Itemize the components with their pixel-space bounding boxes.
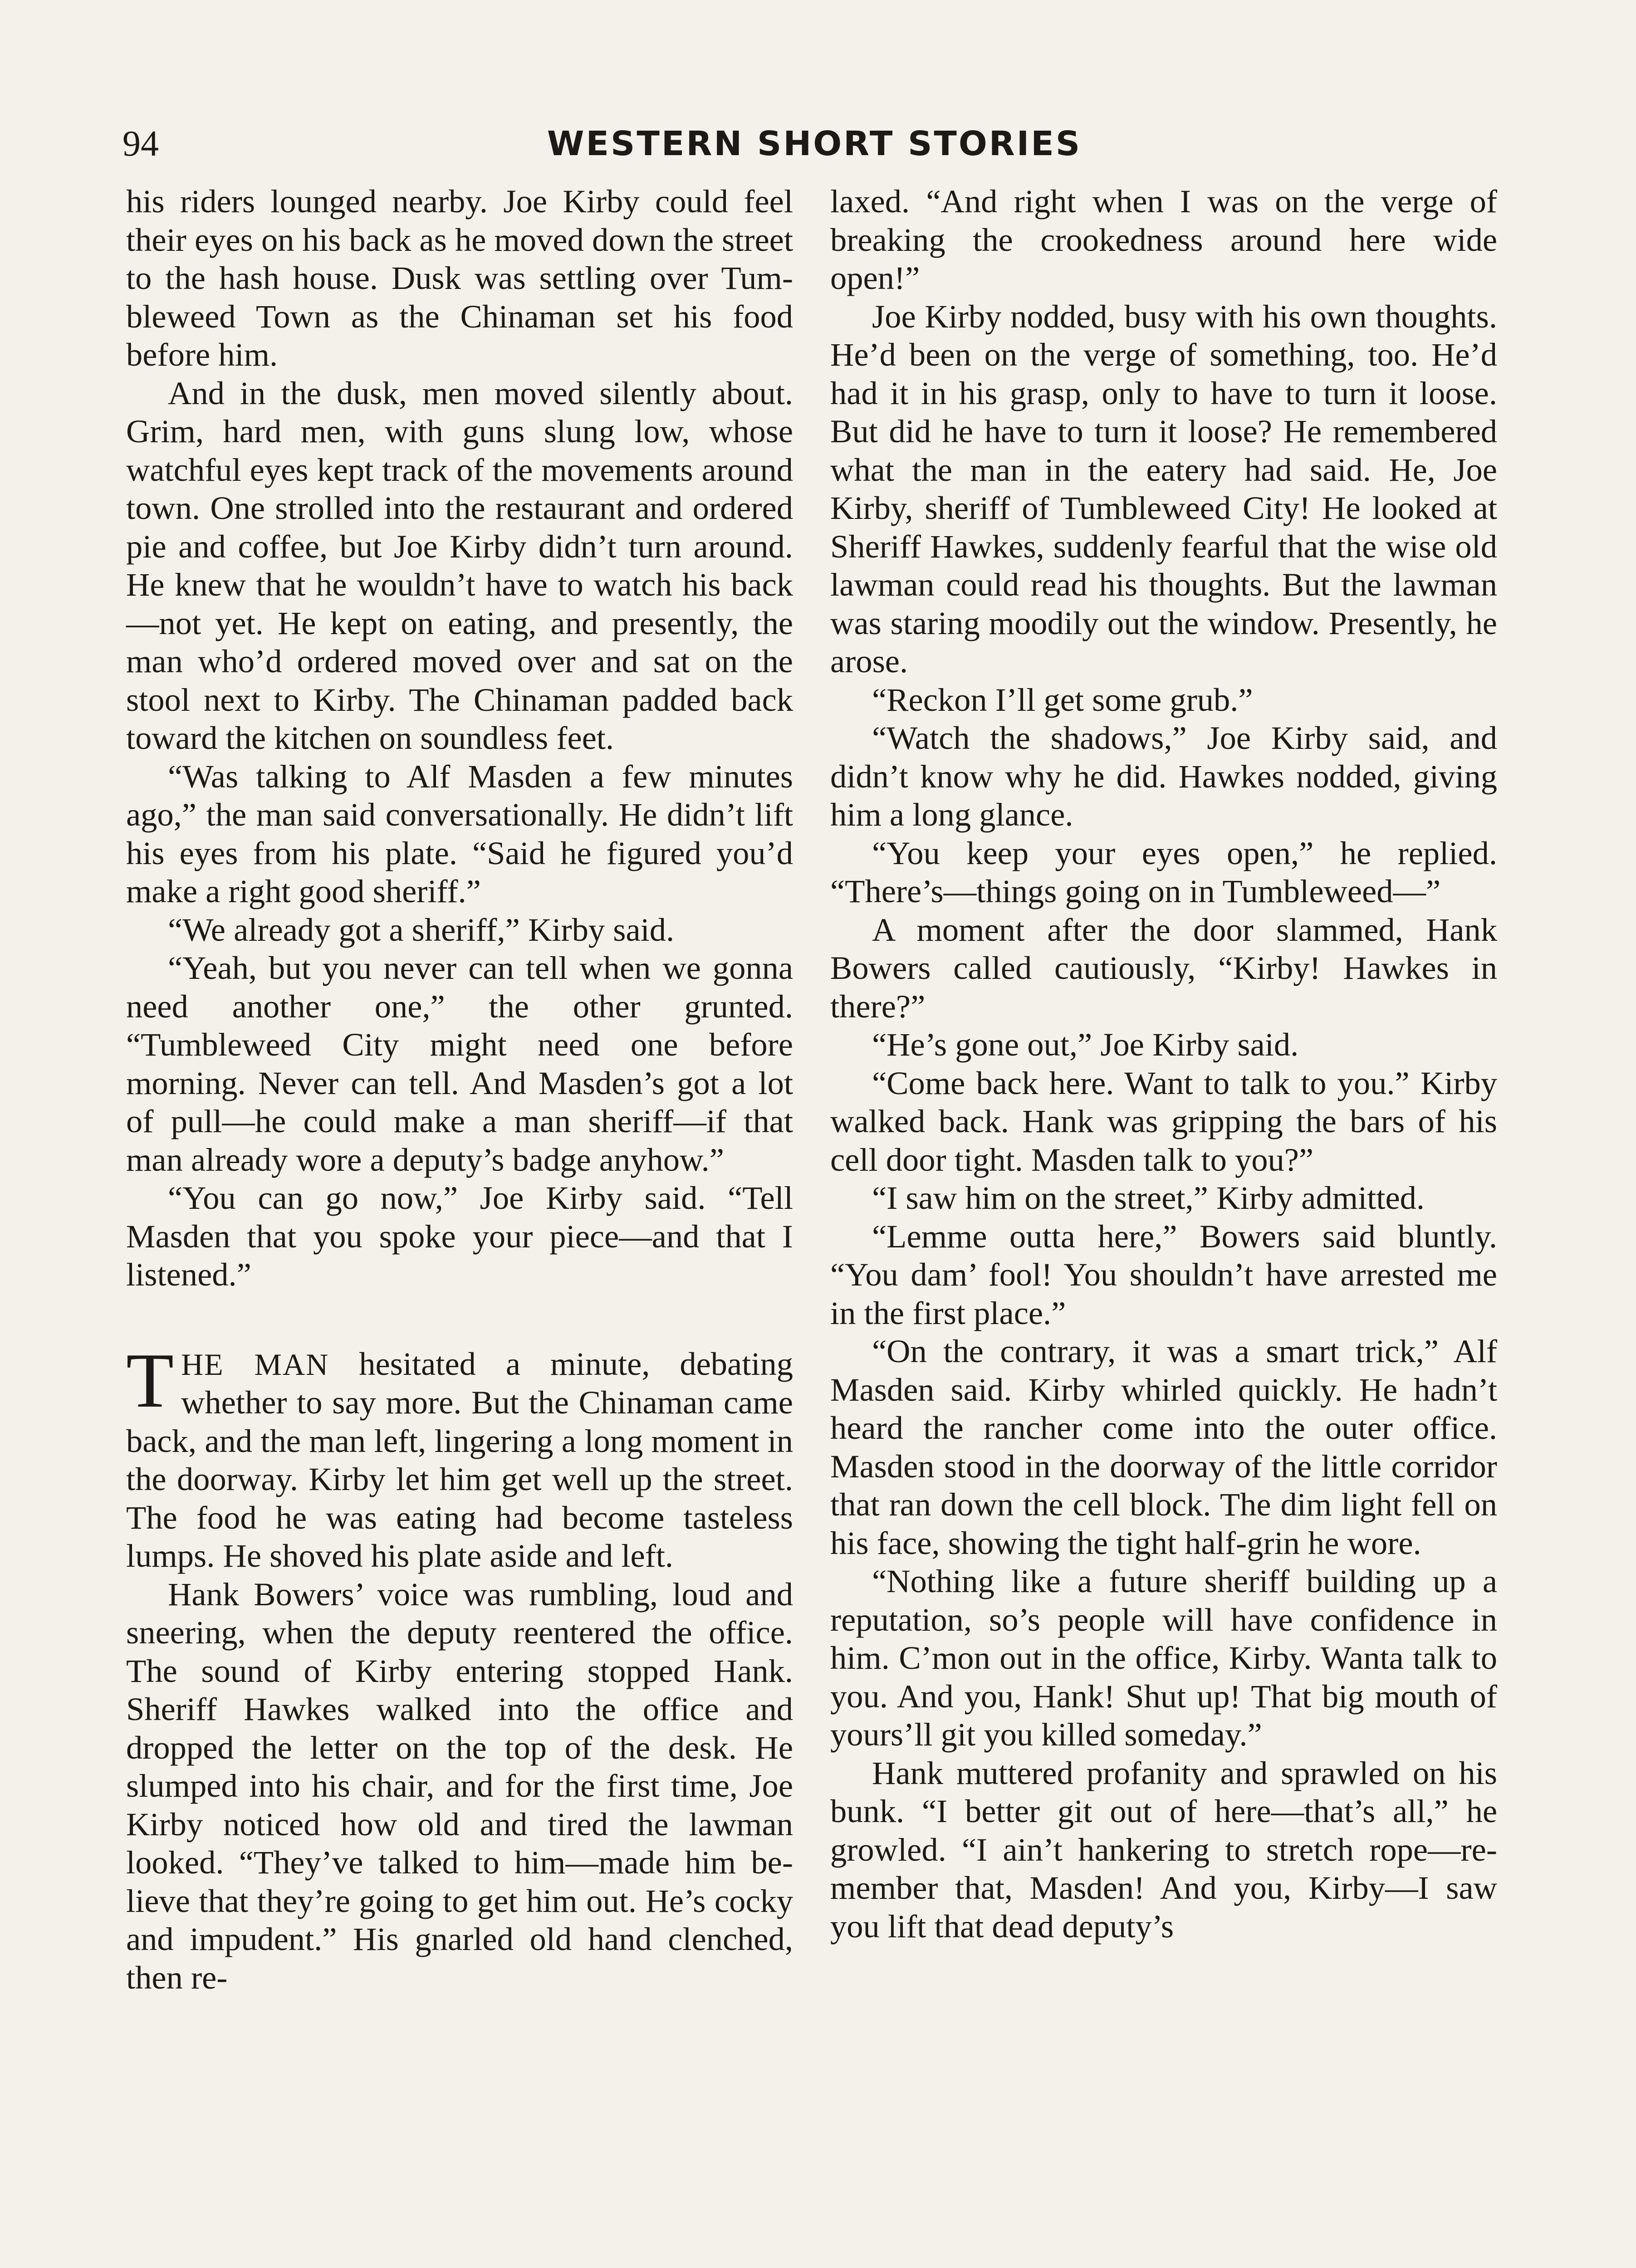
paragraph: “Nothing like a future sheriff building up a reputation, so’s people will have confidence in him. C’mon out in the office, Kirby. Wanta talk to you. And you, Hank! Shut up! That big mouth of yours’ll git you killed someday.” [830,1563,1497,1753]
paragraph: “We already got a sheriff,” Kirby said. [168,911,675,948]
section-opening-paragraph [126,1337,794,1575]
paragraph: “Lemme outta here,” Bowers said bluntly. “You dam’ fool! You shouldn’t have arrested me in the first place.” [830,1217,1497,1331]
drop-cap: T [126,1337,174,1424]
paragraph: “Was talking to Alf Masden a few minutes ago,” the man said conversationally. He didn’t lift his eyes from his plate. “Said he figured you’d make a right good sheriff.” [126,758,793,909]
paragraph: And in the dusk, men moved silently about. Grim, hard men, with guns slung low, whose watchful eyes kept track of the movements around town. One strolled into the restaurant and ordered pie and coffee, but Joe Kirby didn’t turn around. He knew that he wouldn’t have to watch his back—not yet. He kept on eating, and presently, the man who’d ordered moved over and sat on the stool next to Kirby. The Chinaman padded back toward the kitchen on soundless feet. [126,374,793,756]
paragraph: “I saw him on the street,” Kirby admitted. [872,1179,1425,1216]
page-header [122,119,1506,169]
paragraph-text: hesitated a minute, debating whether to say more. But the Chinaman came back, and the man left, lingering a long moment in the doorway. Kirby let him get well up the street. The food he was eating had become tasteless lumps. He shoved his plate aside and left. [126,1345,794,1574]
paragraph: “Reckon I’ll get some grub.” [872,681,1253,718]
paragraph: “He’s gone out,” Joe Kirby said. [872,1026,1299,1063]
paragraph: “Yeah, but you never can tell when we gonna need another one,” the other grunted. “Tumbleweed City might need one before morning. Never can tell. And Masden’s got a lot of pull—he could make a man sheriff—if that man already wore a deputy’s badge anyhow.” [126,949,793,1178]
paragraph: laxed. “And right when I was on the verge of breaking the crookedness around here wide open!” [830,183,1497,296]
paragraph: “Come back here. Want to talk to you.” Kirby walked back. Hank was gripping the bars of his cell door tight. Masden talk to you?” [830,1064,1497,1178]
paragraph: Hank Bowers’ voice was rumbling, loud and sneering, when the deputy reentered the office. The sound of Kirby entering stopped Hank. Sheriff Hawkes walked into the office and dropped the letter on the top of the desk. He slumped into his chair, and for the first time, Joe Kirby noticed how old and tired the lawman looked. “They’ve talked to him—made him believe that they’re going to get him out. He’s cocky and impudent.” His gnarled old hand clenched, then re- [126,1575,793,1996]
paragraph: “You keep your eyes open,” he replied. “There’s—things going on in Tumbleweed—” [830,834,1497,909]
paragraph: his riders lounged nearby. Joe Kirby could feel their eyes on his back as he moved down the street to the hash house. Dusk was settling over Tumbleweed Town as the Chinaman set his food before him. [126,183,793,373]
paragraph: “On the contrary, it was a smart trick,” Alf Masden said. Kirby whirled quickly. He hadn’t heard the rancher come into the outer office. Masden stood in the doorway of the little corridor that ran down the cell block. The dim light fell on his face, showing the tight half-grin he wore. [830,1333,1497,1561]
paragraph: “You can go now,” Joe Kirby said. “Tell Masden that you spoke your piece—and that I listened.” [126,1179,793,1293]
paragraph: Hank muttered profanity and sprawled on his bunk. “I better git out of here—that’s all,” he growled. “I ain’t hankering to stretch rope—remember that, Masden! And you, Kirby—I saw you lift that dead deputy’s [830,1754,1497,1945]
paragraph: “Watch the shadows,” Joe Kirby said, and didn’t know why he did. Hawkes nodded, giving him a long glance. [830,719,1497,833]
running-title: WESTERN SHORT STORIES [547,124,1082,163]
paragraph: A moment after the door slammed, Hank Bowers called cautiously, “Kirby! Hawkes in there?” [830,911,1497,1025]
lead-in: HE MAN [181,1347,329,1382]
paragraph: Joe Kirby nodded, busy with his own thoughts. He’d been on the verge of something, too. He’d had it in his grasp, only to have to turn it loose. But did he have to turn it loose? He remembered what the man in the eatery had said. He, Joe Kirby, sheriff of Tumbleweed City! He looked at Sheriff Hawkes, suddenly fearful that the wise old lawman could read his thoughts. But the lawman was staring moodily out the window. Presently, he arose. [830,298,1497,679]
page-number: 94 [122,124,159,164]
left-column [126,182,793,1997]
right-column [830,182,1497,1945]
